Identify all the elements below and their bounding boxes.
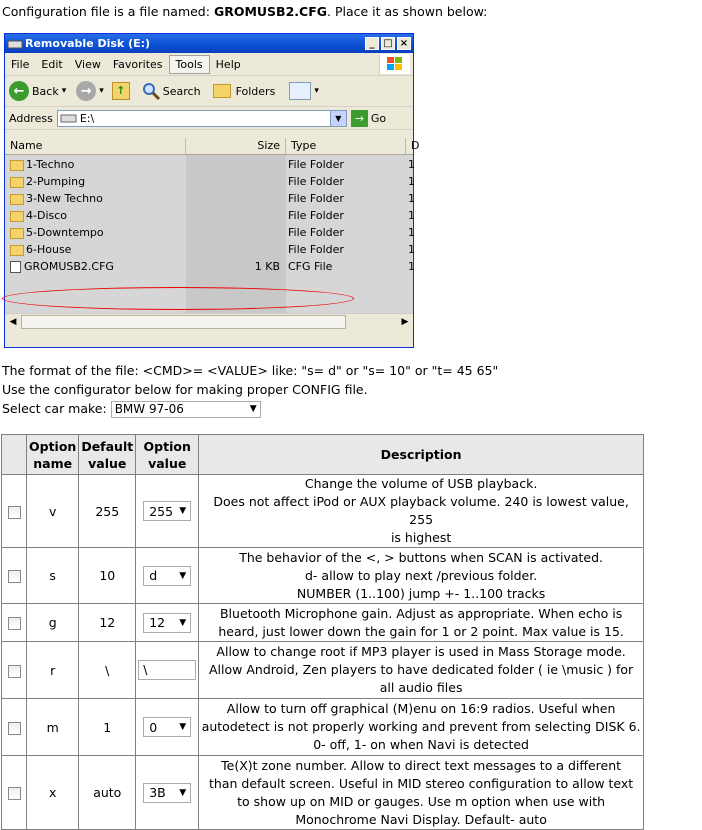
- chevron-down-icon: ▼: [179, 787, 187, 798]
- table-row: [2, 699, 644, 756]
- list-item[interactable]: 2-Pumping File Folder 1: [5, 173, 413, 190]
- menu-edit[interactable]: Edit: [41, 57, 63, 71]
- column-size[interactable]: Size: [186, 138, 286, 154]
- menu-help[interactable]: Help: [215, 57, 241, 71]
- option-description: [199, 475, 644, 548]
- scroll-left-icon: ◀: [9, 317, 17, 327]
- description-line: Te(X)t zone number. Allow to direct text messages to a different: [221, 757, 622, 773]
- option-value-select[interactable]: d ▼: [143, 566, 191, 586]
- up-folder-icon[interactable]: ↑: [112, 82, 130, 100]
- go-button[interactable]: → Go: [351, 110, 386, 127]
- address-label: Address: [9, 111, 53, 125]
- forward-button[interactable]: → ▾: [76, 81, 104, 101]
- folder-icon: [10, 177, 24, 188]
- table-header-row: [2, 435, 644, 475]
- search-button[interactable]: Search: [142, 82, 201, 100]
- default-value: 1: [79, 699, 136, 756]
- window-title: Removable Disk (E:): [25, 37, 151, 50]
- header-option-value: Option value: [136, 435, 199, 475]
- description-line: all audio files: [379, 680, 463, 695]
- description-line: Monochrome Navi Display. Default- auto: [295, 811, 547, 827]
- description-line: Does not affect iPod or AUX playback volume. 240 is lowest value, 255: [213, 494, 629, 527]
- option-name: s: [27, 548, 79, 604]
- address-dropdown-icon[interactable]: ▼: [330, 111, 346, 126]
- folders-button[interactable]: Folders: [213, 84, 276, 98]
- option-name: m: [27, 699, 79, 756]
- option-description: [199, 756, 644, 830]
- intro-text: Configuration file is a file named: GROMUSB2.CFG. Place it as shown below:: [2, 4, 488, 19]
- format-instructions: [2, 361, 498, 418]
- option-name: r: [27, 642, 79, 699]
- configurator-line: Use the configurator below for making proper CONFIG file.: [2, 382, 368, 397]
- address-bar: [5, 107, 413, 130]
- table-row: [2, 475, 644, 548]
- description-line: Allow to change root if MP3 player is used in Mass Storage mode.: [216, 644, 626, 659]
- folder-icon: [10, 228, 24, 239]
- default-value: 10: [79, 548, 136, 604]
- header-default-value: Default value: [79, 435, 136, 475]
- back-button[interactable]: ← Back ▾: [9, 81, 66, 101]
- option-name: v: [27, 475, 79, 548]
- description-line: Bluetooth Microphone gain. Adjust as appropriate. When echo is: [219, 605, 623, 621]
- column-type[interactable]: Type: [286, 138, 406, 154]
- table-row: [2, 604, 644, 642]
- chevron-down-icon: ▼: [179, 617, 187, 628]
- views-button[interactable]: ▾: [289, 82, 319, 100]
- explorer-window: [4, 33, 420, 348]
- maximize-button[interactable]: □: [381, 37, 395, 50]
- include-checkbox[interactable]: [8, 506, 21, 519]
- address-input[interactable]: E:\ ▼: [57, 110, 347, 127]
- description-line: heard, just lower down the gain for 1 or 2 point. Max value is 15.: [218, 623, 624, 639]
- folder-icon: [10, 245, 24, 256]
- option-name: g: [27, 604, 79, 642]
- table-row: [2, 548, 644, 604]
- car-make-label: Select car make:: [2, 401, 107, 416]
- header-option-name: Option name: [27, 435, 79, 475]
- horizontal-scrollbar[interactable]: [5, 313, 413, 331]
- description-line: to show up on MID or gauges. Use m option when use with: [237, 793, 606, 809]
- option-description: [199, 699, 644, 756]
- car-make-row: [2, 399, 498, 418]
- list-item[interactable]: 1-Techno File Folder 1: [5, 156, 413, 173]
- list-item[interactable]: 6-House File Folder 1: [5, 241, 413, 258]
- description-line: Change the volume of USB playback.: [304, 476, 538, 491]
- search-icon: [142, 82, 160, 100]
- window-titlebar: [5, 34, 413, 53]
- column-name[interactable]: Name: [5, 138, 186, 154]
- description-line: Allow Android, Zen players to have dedicated folder ( ie \music ) for: [209, 662, 634, 677]
- description-line: than default screen. Useful in MID stereo configuration to allow text: [209, 775, 634, 791]
- format-line: The format of the file: <CMD>= <VALUE> like: "s= d" or "s= 10" or "t= 45 65": [2, 363, 499, 378]
- views-icon: [289, 82, 311, 100]
- back-arrow-icon: ←: [9, 81, 29, 101]
- list-item[interactable]: 5-Downtempo File Folder 1: [5, 224, 413, 241]
- list-item[interactable]: 4-Disco File Folder 1: [5, 207, 413, 224]
- chevron-down-icon: ▼: [179, 722, 187, 732]
- description-line: autodetect is not properly working and prevent from selecting DISK 6.: [201, 719, 641, 734]
- description-line: NUMBER (1..100) jump +- 1..100 tracks: [296, 585, 546, 601]
- list-item-config-file[interactable]: GROMUSB2.CFG 1 KB CFG File 1: [5, 258, 413, 275]
- menu-view[interactable]: View: [74, 57, 101, 71]
- option-value-select[interactable]: 3B ▼: [143, 783, 191, 803]
- scroll-right-icon: ▶: [401, 317, 409, 327]
- car-make-select[interactable]: BMW 97-06 ▼: [111, 401, 261, 418]
- menu-bar: [5, 53, 413, 76]
- include-checkbox[interactable]: [8, 617, 21, 630]
- option-value-select[interactable]: 0 ▼: [143, 717, 191, 737]
- description-line: 0- off, 1- on when Navi is detected: [313, 737, 529, 752]
- windows-logo-icon: [379, 54, 410, 74]
- menu-favorites[interactable]: Favorites: [112, 57, 163, 71]
- list-item[interactable]: 3-New Techno File Folder 1: [5, 190, 413, 207]
- toolbar: [5, 76, 413, 107]
- option-value-input[interactable]: \: [138, 660, 196, 680]
- default-value: 255: [79, 475, 136, 548]
- highlight-oval: [2, 287, 354, 310]
- default-value: \: [79, 642, 136, 699]
- description-line: d- allow to play next /previous folder.: [304, 567, 538, 583]
- drive-icon: [8, 39, 22, 49]
- include-checkbox[interactable]: [8, 570, 21, 583]
- config-file-icon: [10, 261, 21, 273]
- menu-file[interactable]: File: [11, 57, 30, 71]
- drive-icon: [61, 113, 77, 123]
- folder-icon: [10, 160, 24, 171]
- folders-icon: [213, 84, 231, 98]
- folder-icon: [10, 211, 24, 222]
- include-checkbox[interactable]: [8, 787, 21, 800]
- default-value: 12: [79, 604, 136, 642]
- folder-icon: [10, 194, 24, 205]
- include-checkbox[interactable]: [8, 722, 21, 735]
- minimize-button[interactable]: _: [365, 37, 379, 50]
- chevron-down-icon: ▼: [249, 404, 257, 414]
- table-row: [2, 642, 644, 699]
- header-description: Description: [199, 435, 644, 475]
- option-description: [199, 642, 644, 699]
- default-value: auto: [79, 756, 136, 830]
- forward-arrow-icon: →: [76, 81, 96, 101]
- go-arrow-icon: →: [351, 110, 368, 127]
- description-line: Allow to turn off graphical (M)enu on 16:9 radios. Useful when: [226, 701, 616, 716]
- column-date[interactable]: D: [411, 139, 420, 152]
- option-value-select[interactable]: 12 ▼: [143, 613, 191, 633]
- include-checkbox[interactable]: [8, 665, 21, 678]
- description-line: is highest: [390, 530, 452, 545]
- description-line: The behavior of the <, > buttons when SCAN is activated.: [239, 549, 604, 565]
- list-header: [5, 138, 420, 155]
- menu-tools[interactable]: Tools: [169, 55, 210, 74]
- chevron-down-icon: ▼: [179, 570, 187, 581]
- close-button[interactable]: ×: [397, 37, 411, 50]
- option-name: x: [27, 756, 79, 830]
- chevron-down-icon: ▼: [179, 506, 187, 516]
- config-filename: GROMUSB2.CFG: [213, 4, 327, 19]
- options-table: [1, 434, 644, 830]
- option-description: [199, 604, 644, 642]
- option-value-select[interactable]: 255 ▼: [143, 501, 191, 521]
- table-row: [2, 756, 644, 830]
- option-description: [199, 548, 644, 604]
